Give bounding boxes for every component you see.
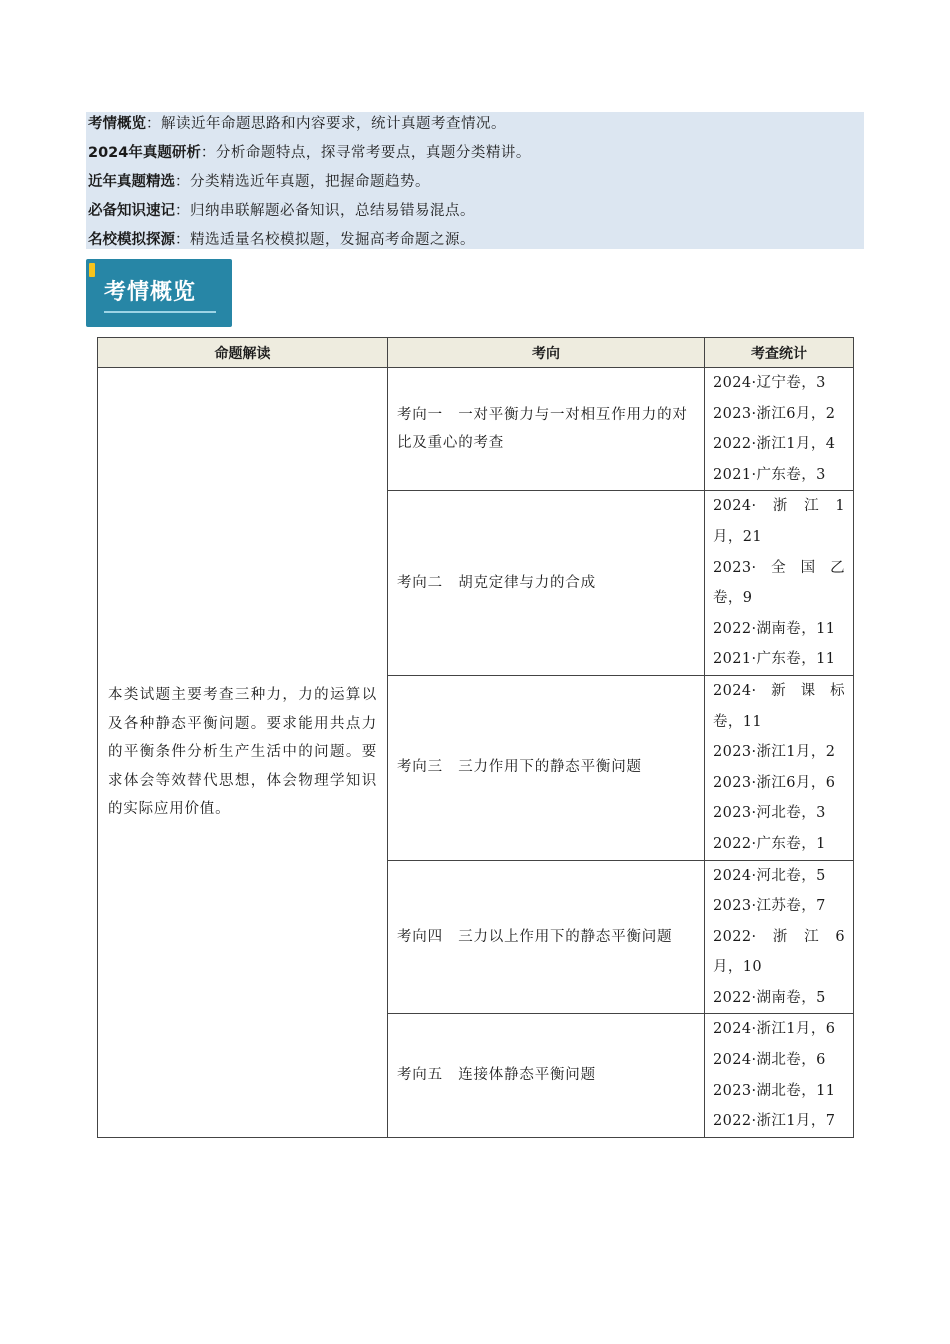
stat-line: 2022·广东卷，1 [713,835,826,852]
stat-line: 2024·湖北卷，6 [713,1052,826,1069]
stat-line: 2021·广东卷，11 [713,651,836,668]
stat-line: 2022·浙江6 [713,928,845,945]
interpretation-cell: 本类试题主要考查三种力，力的运算以及各种静态平衡问题。要求能用共点力的平衡条件分析生产生活中的问题。要求体会等效替代思想，体会物理学知识的实际应用价值。 [98,368,388,1138]
intro-value: ：归纳串联解题必备知识，总结易错易混点。 [175,203,475,219]
statistics-cell [705,368,854,491]
stat-line: 2022·湖南卷，5 [713,989,826,1006]
header-interpretation: 命题解读 [98,338,388,368]
header-direction: 考向 [388,338,705,368]
intro-line [88,141,531,165]
stat-line: 卷，9 [713,590,753,607]
stat-line: 卷，11 [713,713,763,730]
stat-line: 2023·河北卷，3 [713,805,826,822]
stat-line: 2022·浙江1月，4 [713,436,836,453]
stat-line: 2024·浙江1月，6 [713,1021,836,1038]
statistics-cell [705,675,854,860]
stat-line: 2023·浙江6月，2 [713,405,836,422]
intro-value: ：解读近年命题思路和内容要求，统计真题考查情况。 [146,116,506,132]
stat-line: 2023·湖北卷，11 [713,1082,836,1099]
intro-value: ：精选适量名校模拟题，发掘高考命题之源。 [175,232,475,248]
stat-line: 2023·浙江6月，6 [713,774,836,791]
intro-value: ：分析命题特点，探寻常考要点，真题分类精讲。 [200,145,531,161]
stat-line: 2024·辽宁卷，3 [713,375,826,391]
direction-cell: 考向五 连接体静态平衡问题 [388,1014,705,1137]
statistics-cell [705,860,854,1014]
direction-cell: 考向四 三力以上作用下的静态平衡问题 [388,860,705,1014]
banner-underline [104,311,216,313]
banner-tag [89,263,95,277]
intro-key: 必备知识速记 [88,203,175,219]
table-header-row [98,338,854,368]
stat-line: 2022·浙江1月，7 [713,1113,836,1130]
intro-key: 考情概览 [88,116,146,132]
statistics-cell [705,491,854,676]
intro-key: 2024年真题研析 [88,145,201,161]
intro-key: 近年真题精选 [88,174,175,190]
stat-line: 2022·湖南卷，11 [713,620,836,637]
intro-key: 名校模拟探源 [88,232,175,248]
table-row [98,368,854,491]
stat-line: 2024·新课标 [713,682,845,699]
direction-cell: 考向二 胡克定律与力的合成 [388,491,705,676]
direction-cell: 考向三 三力作用下的静态平衡问题 [388,675,705,860]
intro-value: ：分类精选近年真题，把握命题趋势。 [175,174,430,190]
analysis-table [97,337,854,1138]
header-statistics: 考查统计 [705,338,854,368]
section-banner [86,259,232,327]
stat-line: 2023·浙江1月，2 [713,744,836,761]
stat-line: 2024·浙江1 [713,498,845,515]
intro-box [86,112,864,249]
intro-line [88,228,475,252]
banner-title: 考情概览 [104,280,197,305]
stat-line: 2023·江苏卷，7 [713,898,826,915]
stat-line: 2024·河北卷，5 [713,867,826,884]
direction-cell: 考向一 一对平衡力与一对相互作用力的对比及重心的考查 [388,368,705,491]
stat-line: 2023·全国乙 [713,559,845,576]
stat-line: 2021·广东卷，3 [713,466,826,483]
statistics-cell [705,1014,854,1137]
intro-line [88,112,506,136]
intro-line [88,170,430,194]
intro-line [88,199,475,223]
stat-line: 月，21 [713,528,763,545]
stat-line: 月，10 [713,959,763,976]
